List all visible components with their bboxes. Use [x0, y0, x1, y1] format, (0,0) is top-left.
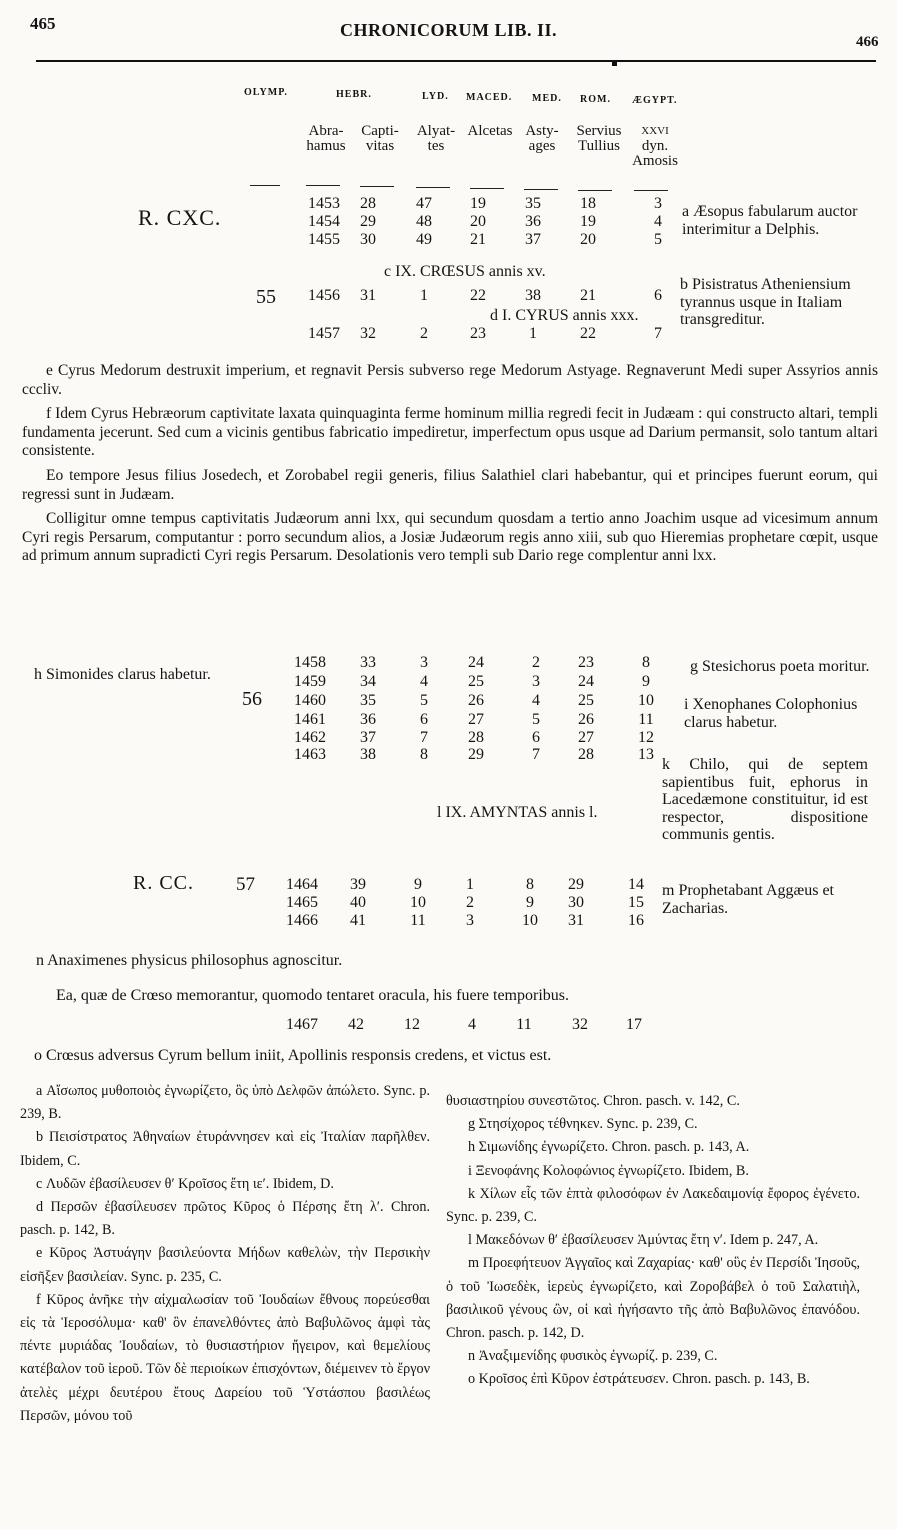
page-number-left: 465 [30, 14, 56, 33]
col-med: MED. [532, 93, 562, 104]
greek-note-o: o Κροῖσος ἐπὶ Κῦρον ἐστράτευσεν. Chron. pasch. p. 143, B. [468, 1371, 810, 1388]
latin-paragraphs [22, 362, 878, 566]
ruler-servius: Servius Tullius [576, 123, 622, 154]
greek-note-e: e Κῦρος Ἀστυάγην βασιλεύοντα Μήδων καθελὼν, τὴν Περσικὴν εἰσῆξεν βασιλείαν. Sync. p. 235, C. [20, 1245, 430, 1285]
col-hebr: HEBR. [336, 89, 372, 100]
running-title: CHRONICORUM LIB. II. [339, 20, 558, 40]
olympiad-55: 55 [256, 286, 276, 308]
col-aegypt: ÆGYPT. [632, 95, 678, 106]
greek-note-h: h Σιμωνίδης ἐγνωρίζετο. Chron. pasch. p. 143, A. [468, 1139, 750, 1156]
col-maced: MACED. [466, 92, 513, 103]
paragraph-colligitur: Colligitur omne tempus captivitatis Judæorum anni lxx, qui secundum quosdam a tertio anno Joachim usque ad vicesimum annum Cyri regis Persarum, computantur : porro secundum alios, a Josiæ Judæorum regis anno xiii, sub quo Hieremias prophetare cœpit, usque ad primum annum supradicti Cyri regis Persarum. Desolationis vero templi sub Dario rege complentur anni lxx. [22, 510, 878, 565]
note-k: k Chilo, qui de septem sapientibus fuit, ephorus in Lacedæmone constituitur, id est respector, dispositione communis gentis. [662, 756, 868, 843]
greek-note-g: g Στησίχορος τέθνηκεν. Sync. p. 239, C. [468, 1116, 698, 1133]
greek-note-a: a Αἴσωπος μυθοποιὸς ἐγνωρίζετο, ὃς ὑπὸ Δελφῶν ἀπώλετο. Sync. p. 239, B. [20, 1083, 430, 1123]
amyntas-heading: l IX. AMYNTAS annis l. [437, 804, 598, 821]
ruler-astyages: Asty- ages [525, 123, 559, 154]
note-b: b Pisistratus Atheniensium tyrannus usque in Italiam transgreditur. [680, 276, 851, 328]
cyrus-heading: d I. CYRUS annis xxx. [490, 307, 639, 324]
greek-note-c: c Λυδῶν ἐβασίλευσεν θʹ Κροῖσος ἔτη ιεʹ. Ibidem, D. [36, 1175, 334, 1192]
greek-note-k: k Χίλων εἷς τῶν ἑπτὰ φιλοσόφων ἐν Λακεδαιμονίᾳ ἔφορος ἐγένετο. Sync. p. 239, C. [446, 1185, 860, 1226]
paragraph-eo-tempore: Eo tempore Jesus filius Josedech, et Zorobabel regii generis, filius Salathiel clari habebantur, qui et principes fuerunt eorum, qui regressi sunt in Judæam. [22, 466, 878, 503]
col-lyd: LYD. [422, 91, 449, 102]
croesus-heading: c IX. CRŒSUS annis xv. [384, 263, 546, 280]
col-olymp: OLYMP. [244, 87, 288, 98]
greek-note-f-cont: θυσιαστηρίου συνεστῶτος. Chron. pasch. v. 142, C. [446, 1093, 740, 1109]
paragraph-ea: Ea, quæ de Crœso memorantur, quomodo tentaret oracula, his fuere temporibus. [56, 987, 569, 1004]
note-n: n Anaximenes physicus philosophus agnoscitur. [36, 952, 343, 969]
note-h: h Simonides clarus habetur. [34, 666, 211, 683]
regnal-marker-cc: R. CC. [133, 872, 195, 894]
ruler-aegypt: XXVI dyn. Amosis [632, 125, 678, 169]
greek-note-l: l Μακεδόνων θʹ ἐβασίλευσεν Ἀμύντας ἔτη νʹ. Idem p. 247, A. [468, 1232, 819, 1249]
olympiad-57: 57 [236, 874, 255, 895]
greek-note-b: b Πεισίστρατος Ἀθηναίων ἐτυράννησεν καὶ εἰς Ἰταλίαν παρῆλθεν. Ibidem, C. [20, 1129, 430, 1169]
greek-note-i: i Ξενοφάνης Κολοφώνιος ἐγνωρίζετο. Ibidem, B. [468, 1162, 749, 1179]
greek-note-n: n Ἀναξιμενίδης φυσικὸς ἐγνωρίζ. p. 239, C. [468, 1348, 718, 1365]
note-a: a Æsopus fabularum auctor interimitur a Delphis. [682, 203, 858, 238]
greek-note-m: m Προεφήτευον Ἀγγαῖος καὶ Ζαχαρίας· καθ' οὓς ἐν Περσίδι Ἰησοῦς, ὁ τοῦ Ἰωσεδὲκ, ἱερεὺς ἐγνωρίζετο, καὶ Ζοροβάβελ ὁ τοῦ Σαλατιὴλ, βασιλικοῦ γένους ὢν, οἱ καὶ ἡγήσαντο τῆς ἀπὸ Βαβυλῶνος ἐπανόδου. Chron. pasch. p. 142, D. [446, 1255, 860, 1342]
header-mark [612, 62, 617, 66]
greek-notes-right [446, 1090, 860, 1392]
note-i: i Xenophanes Colophonius clarus habetur. [684, 696, 858, 731]
regnal-marker-cxc: R. CXC. [138, 205, 222, 230]
header-rule [36, 60, 876, 62]
note-m: m Prophetabant Aggæus et Zacharias. [662, 882, 834, 917]
paragraph-e: e Cyrus Medorum destruxit imperium, et regnavit Persis subverso rege Medorum Astyage. Regnaverunt Medi super Assyrios annis cccliv. [22, 362, 878, 398]
greek-notes-left [20, 1080, 430, 1428]
note-g: g Stesichorus poeta moritur. [690, 658, 870, 675]
ruler-alcetas: Alcetas [467, 123, 513, 139]
greek-note-d: d Περσῶν ἐβασίλευσεν πρῶτος Κῦρος ὁ Πέρσης ἔτη λʹ. Chron. pasch. p. 142, B. [20, 1199, 430, 1239]
greek-note-f: f Κῦρος ἀνῆκε τὴν αἰχμαλωσίαν τοῦ Ἰουδαίων ἔθνους πορεύεσθαι εἰς τὰ Ἱεροσόλυμα· καθ' ὃν ἐπανελθόντες ἀπὸ Βαβυλῶνος ἀμφὶ τὰς πέντε μυριάδας Ἰουδαίων, τὸ θυσιαστήριον ἤγειρον, καὶ θεμελίους κατέβαλον τοῦ ἱεροῦ. Τῶν δὲ περιοίκων ἐπισχόντων, διέμεινεν τὸ ἔργον ἀτελὲς μέχρι δευτέρου ἔτους Δαρείου τοῦ Ὑστάσπου βασιλέως Περσῶν, μόνου τοῦ [20, 1291, 430, 1424]
ruler-abrahamus: Abra- hamus [306, 123, 346, 154]
olympiad-56: 56 [242, 688, 262, 710]
note-o: o Crœsus adversus Cyrum bellum iniit, Apollinis responsis credens, et victus est. [34, 1047, 552, 1064]
col-rom: ROM. [580, 94, 611, 105]
paragraph-f: f Idem Cyrus Hebræorum captivitate laxata quinquaginta ferme hominum millia regredi fecit in Judæam : qui constructo altari, templi fundamenta jecerunt. Sed cum a vicinis gentibus fabricatio impediretur, imperfectum opus usque ad Darium permansit, solo tantum altari consistente. [22, 405, 878, 460]
ruler-captivitas: Capti- vitas [361, 123, 399, 154]
page-number-right: 466 [856, 34, 879, 50]
ruler-alyattes: Alyat- tes [416, 123, 456, 154]
